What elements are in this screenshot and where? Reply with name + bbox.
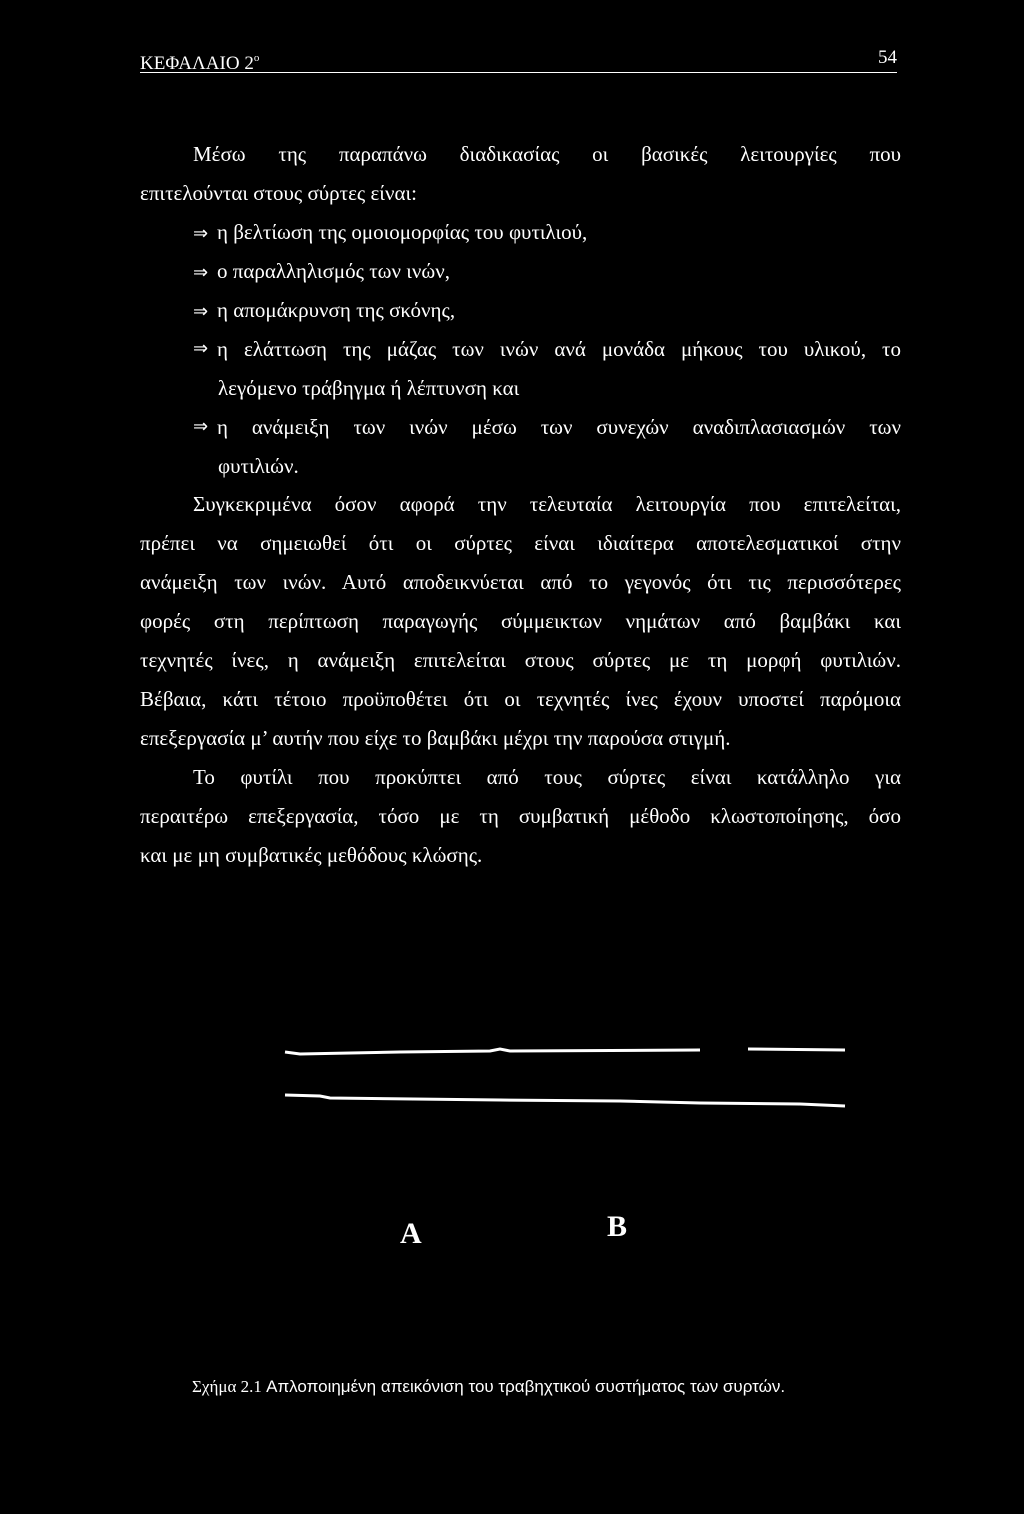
bullet-item bbox=[193, 220, 587, 246]
bullet-text: η ανάμειξη των ινών μέσω των συνεχών αναδιπλασιασμών των bbox=[217, 415, 901, 439]
drafting-system-figure bbox=[0, 1000, 1024, 1420]
figure-label-a: A bbox=[400, 1217, 422, 1250]
double-arrow-icon: ⇒ bbox=[193, 338, 209, 359]
paragraph-line: Βέβαια, κάτι τέτοιο προϋποθέτει ότι οι τεχνητές ίνες έχουν υποστεί παρόμοια bbox=[140, 687, 901, 711]
bullet-item bbox=[193, 298, 455, 324]
page-header bbox=[140, 48, 897, 73]
paragraph-line: περαιτέρω επεξεργασία, τόσο με τη συμβατική μέθοδο κλωστοποίησης, όσο bbox=[140, 804, 901, 828]
paragraph-line: Συγκεκριμένα όσον αφορά την τελευταία λειτουργία που επιτελείται, bbox=[193, 492, 901, 516]
paragraph-line: επεξεργασία μ’ αυτήν που είχε το βαμβάκι μέχρι την παρούσα στιγμή. bbox=[140, 726, 731, 750]
chapter-title-superscript: ο bbox=[253, 52, 260, 64]
bullet-text: ο παραλληλισμός των ινών, bbox=[217, 259, 450, 283]
paragraph-line: ανάμειξη των ινών. Αυτό αποδεικνύεται από το γεγονός ότι τις περισσότερες bbox=[140, 570, 901, 594]
bullet-item bbox=[193, 415, 901, 439]
double-arrow-icon: ⇒ bbox=[193, 416, 209, 437]
paragraph-line: πρέπει να σημειωθεί ότι οι σύρτες είναι ιδιαίτερα αποτελεσματικοί στην bbox=[140, 531, 901, 555]
bullet-continuation: λεγόμενο τράβηγμα ή λέπτυνση και bbox=[218, 376, 520, 400]
paragraph-line: Το φυτίλι που προκύπτει από τους σύρτες είναι κατάλληλο για bbox=[193, 765, 901, 789]
bullet-item bbox=[193, 337, 901, 361]
chapter-title bbox=[140, 48, 259, 74]
double-arrow-icon: ⇒ bbox=[193, 262, 209, 283]
bullet-text: η βελτίωση της ομοιομορφίας του φυτιλιού, bbox=[217, 220, 588, 244]
bullet-continuation: φυτιλιών. bbox=[218, 454, 299, 478]
chapter-title-text: ΚΕΦΑΛΑΙΟ 2 bbox=[140, 53, 254, 74]
lower-roller-line bbox=[285, 1095, 845, 1106]
upper-roller-line-right bbox=[748, 1049, 845, 1050]
page-number: 54 bbox=[878, 47, 897, 68]
figure-caption-text: Απλοποιημένη απεικόνιση του τραβηχτικού συστήματος των συρτών. bbox=[266, 1377, 786, 1396]
paragraph-line: φορές στη περίπτωση παραγωγής σύμμεικτων νημάτων από βαμβάκι και bbox=[140, 609, 901, 633]
figure-drawing bbox=[0, 1000, 1024, 1420]
bullet-text: η ελάττωση της μάζας των ινών ανά μονάδα μήκους του υλικού, το bbox=[217, 337, 901, 361]
figure-caption-label: Σχήμα 2.1 bbox=[192, 1377, 262, 1396]
paragraph-line: επιτελούνται στους σύρτες είναι: bbox=[140, 181, 417, 205]
upper-roller-line bbox=[285, 1049, 700, 1054]
figure-label-b: B bbox=[607, 1210, 628, 1243]
bullet-item bbox=[193, 259, 450, 285]
paragraph-line: και με μη συμβατικές μεθόδους κλώσης. bbox=[140, 843, 483, 867]
figure-caption bbox=[192, 1377, 785, 1397]
double-arrow-icon: ⇒ bbox=[193, 223, 209, 244]
paragraph-line: Μέσω της παραπάνω διαδικασίας οι βασικές λειτουργίες που bbox=[193, 142, 901, 166]
paragraph-line: τεχνητές ίνες, η ανάμειξη επιτελείται στους σύρτες με τη μορφή φυτιλιών. bbox=[140, 648, 901, 672]
double-arrow-icon: ⇒ bbox=[193, 301, 209, 322]
bullet-text: η απομάκρυνση της σκόνης, bbox=[217, 298, 456, 322]
